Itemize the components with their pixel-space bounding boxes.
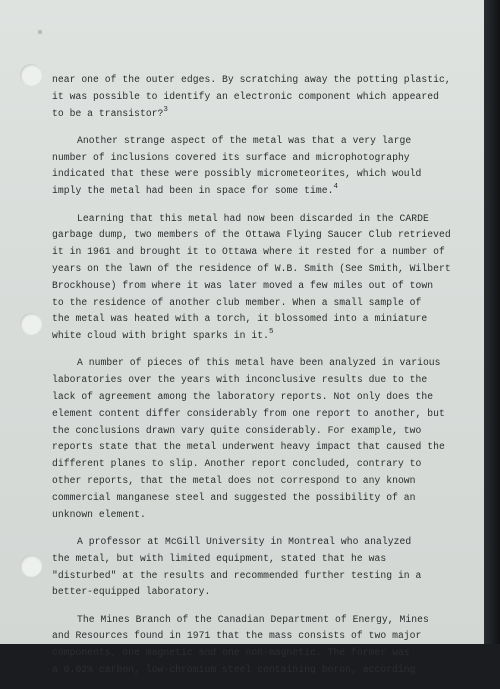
line-text: different planes to slip. Another report concluded, contrary to <box>52 458 422 470</box>
line-text: The Mines Branch of the Canadian Department of Energy, Mines <box>77 613 429 625</box>
line-text: better-equipped laboratory. <box>52 586 211 598</box>
paragraph <box>52 534 476 601</box>
line-text: indicated that these were possibly micrometeorites, which would <box>52 168 422 180</box>
document-body <box>52 72 476 689</box>
text-line <box>52 645 476 662</box>
line-text: it was possible to identify an electronic component which appeared <box>52 90 439 102</box>
paragraph <box>52 211 476 345</box>
text-line <box>52 295 476 312</box>
line-text: lack of agreement among the laboratory reports. Not only does the <box>52 391 434 403</box>
line-text: imply the metal had been in space for some time. <box>52 185 334 197</box>
line-text: A professor at McGill University in Montreal who analyzed <box>77 535 412 547</box>
line-text: unknown element. <box>52 508 146 520</box>
line-text: the metal, but with limited equipment, stated that he was <box>52 552 387 564</box>
line-text: to the residence of another club member. When a small sample of <box>52 296 422 308</box>
text-line <box>52 662 476 679</box>
line-text: Brockhouse) from where it was later moved a few miles out of town <box>52 279 434 291</box>
punch-hole-middle <box>20 313 42 335</box>
paragraph <box>52 355 476 523</box>
line-text: years on the lawn of the residence of W.B. Smith (See Smith, Wilbert <box>52 262 451 274</box>
line-text: other reports, that the metal does not correspond to any known <box>52 475 416 487</box>
text-line <box>52 406 476 423</box>
line-text: element content differ considerably from one report to another, but <box>52 407 445 419</box>
text-line <box>52 568 476 585</box>
line-text: a 0.02% carbon, low-chromium steel containing boron, according <box>52 664 416 675</box>
line-text: the conclusions drawn vary quite considerably. For example, two <box>52 424 422 436</box>
text-line <box>52 211 476 228</box>
line-text: Another strange aspect of the metal was that a very large <box>77 134 412 146</box>
line-text: white cloud with bright sparks in it. <box>52 330 269 342</box>
scanner-edge <box>484 0 500 644</box>
text-line <box>52 166 476 183</box>
line-text: A number of pieces of this metal have been analyzed in various <box>77 357 441 369</box>
footnote-marker: 3 <box>163 105 168 114</box>
line-text: near one of the outer edges. By scratching away the potting plastic, <box>52 74 451 85</box>
text-line <box>52 89 476 106</box>
text-line <box>52 389 476 406</box>
punch-hole-top <box>20 64 42 86</box>
line-text: reports state that the metal underwent heavy impact that caused the <box>52 441 445 453</box>
text-line <box>52 439 476 456</box>
line-text: commercial manganese steel and suggested the possibility of an <box>52 491 416 503</box>
line-text: to be a transistor? <box>52 107 164 119</box>
footnote-marker: 5 <box>268 328 274 337</box>
text-line <box>52 628 476 645</box>
paragraph <box>52 72 476 122</box>
line-text: Learning that this metal had now been discarded in the CARDE <box>77 212 429 224</box>
scan-mark <box>38 30 42 34</box>
text-line <box>52 311 476 328</box>
text-line <box>52 612 476 629</box>
paragraph <box>52 612 476 679</box>
text-line <box>52 372 476 389</box>
text-line <box>52 72 476 89</box>
text-line <box>52 355 476 372</box>
text-line <box>52 507 476 524</box>
paragraph <box>52 133 476 200</box>
text-line <box>52 584 476 601</box>
text-line <box>52 534 476 551</box>
text-line <box>52 106 476 123</box>
text-line <box>52 278 476 295</box>
text-line <box>52 456 476 473</box>
text-line <box>52 328 476 345</box>
text-line <box>52 473 476 490</box>
line-text: "disturbed" at the results and recommended further testing in a <box>52 569 422 581</box>
text-line <box>52 150 476 167</box>
text-line <box>52 423 476 440</box>
text-line <box>52 261 476 278</box>
line-text: and Resources found in 1971 that the mass consists of two major <box>52 630 422 642</box>
line-text: garbage dump, two members of the Ottawa Flying Saucer Club retrieved <box>52 229 451 241</box>
line-text: it in 1961 and brought it to Ottawa where it rested for a number of <box>52 246 445 258</box>
line-text: components, one magnetic and one non-magnetic. The former was <box>52 647 410 659</box>
punch-hole-bottom <box>20 555 42 577</box>
footnote-marker: 4 <box>333 183 339 192</box>
line-text: laboratories over the years with inconclusive results due to the <box>52 374 428 386</box>
text-line <box>52 227 476 244</box>
text-line <box>52 490 476 507</box>
text-line <box>52 133 476 150</box>
text-line <box>52 244 476 261</box>
text-line <box>52 183 476 200</box>
text-line <box>52 551 476 568</box>
line-text: number of inclusions covered its surface and microphotography <box>52 151 410 163</box>
line-text: the metal was heated with a torch, it blossomed into a miniature <box>52 313 428 325</box>
